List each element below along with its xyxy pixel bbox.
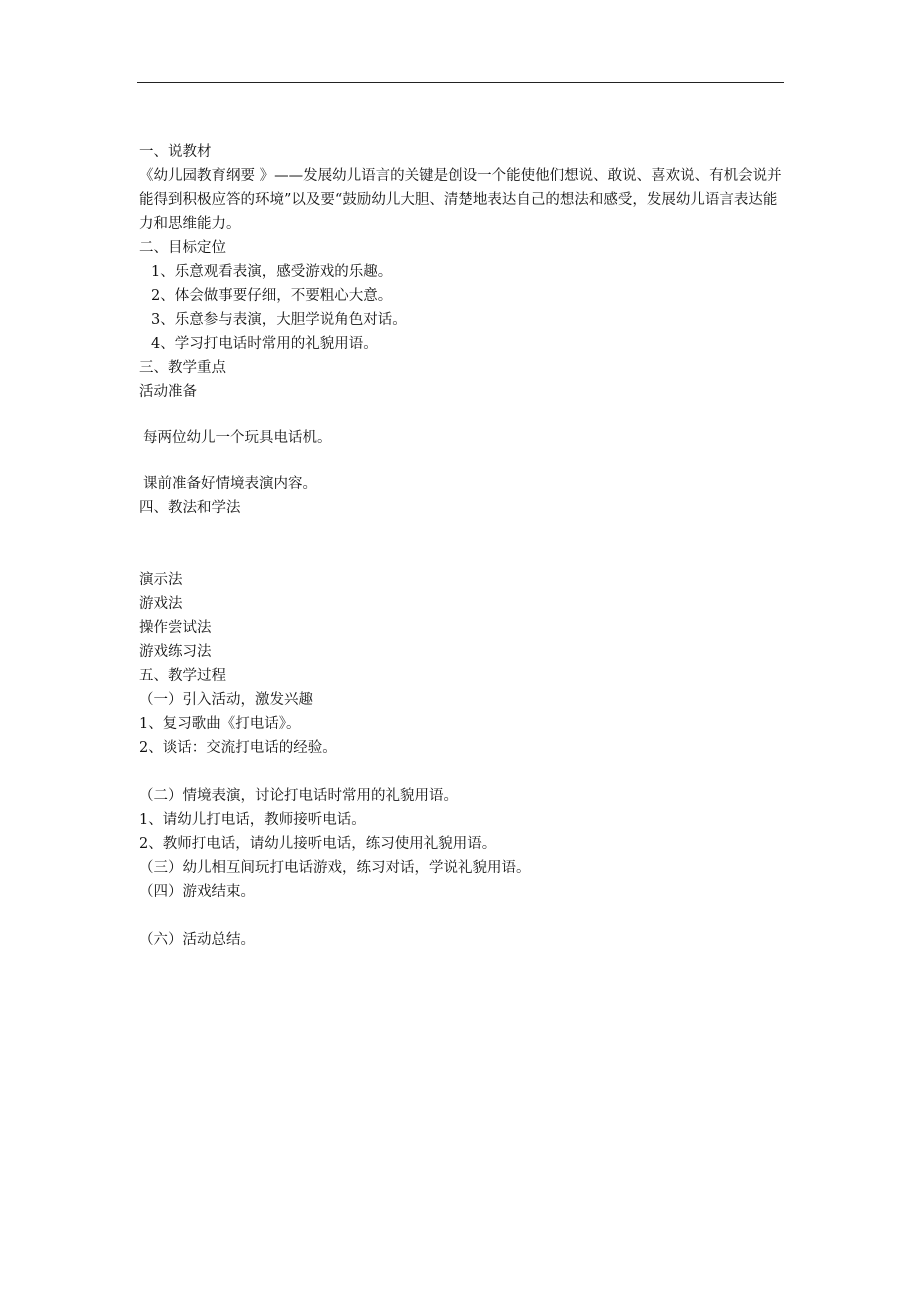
section-heading-textbook: 一、说教材 xyxy=(139,144,212,160)
header-rule xyxy=(137,82,784,83)
prep-heading: 活动准备 xyxy=(139,384,197,400)
section-heading-methods: 四、教法和学法 xyxy=(139,500,241,516)
section-heading-process: 五、教学过程 xyxy=(139,668,226,684)
method-item: 演示法 xyxy=(139,572,183,588)
prep-item: 每两位幼儿一个玩具电话机。 xyxy=(143,430,332,446)
process-step-item: 2、教师打电话，请幼儿接听电话，练习使用礼貌用语。 xyxy=(139,836,497,852)
method-item: 操作尝试法 xyxy=(139,620,212,636)
process-step-heading: （六）活动总结。 xyxy=(139,932,255,948)
process-step-heading: （一）引入活动，激发兴趣 xyxy=(139,692,313,708)
goal-item: 2、体会做事要仔细，不要粗心大意。 xyxy=(151,288,393,304)
goal-item: 4、学习打电话时常用的礼貌用语。 xyxy=(151,336,378,352)
process-step-item: 1、请幼儿打电话，教师接听电话。 xyxy=(139,812,366,828)
process-step-item: 1、复习歌曲《打电话》。 xyxy=(139,716,301,732)
document-body xyxy=(139,140,789,952)
method-item: 游戏练习法 xyxy=(139,644,212,660)
textbook-paragraph: 《幼儿园教育纲要 》——发展幼儿语言的关键是创设一个能使他们想说、敢说、喜欢说、有机会说并能得到积极应答的环境”以及要“鼓励幼儿大胆、清楚地表达自己的想法和感受，发展幼儿语言表达能力和思维能力。 xyxy=(139,168,782,232)
goal-item: 1、乐意观看表演，感受游戏的乐趣。 xyxy=(151,264,393,280)
process-step-heading: （三）幼儿相互间玩打电话游戏，练习对话，学说礼貌用语。 xyxy=(139,860,531,876)
process-step-heading: （二）情境表演，讨论打电话时常用的礼貌用语。 xyxy=(139,788,458,804)
method-item: 游戏法 xyxy=(139,596,183,612)
process-step-item: 2、谈话：交流打电话的经验。 xyxy=(139,740,337,756)
section-heading-goals: 二、目标定位 xyxy=(139,240,226,256)
process-step-heading: （四）游戏结束。 xyxy=(139,884,255,900)
section-heading-focus: 三、教学重点 xyxy=(139,360,226,376)
goal-item: 3、乐意参与表演，大胆学说角色对话。 xyxy=(151,312,407,328)
prep-item: 课前准备好情境表演内容。 xyxy=(143,476,317,492)
